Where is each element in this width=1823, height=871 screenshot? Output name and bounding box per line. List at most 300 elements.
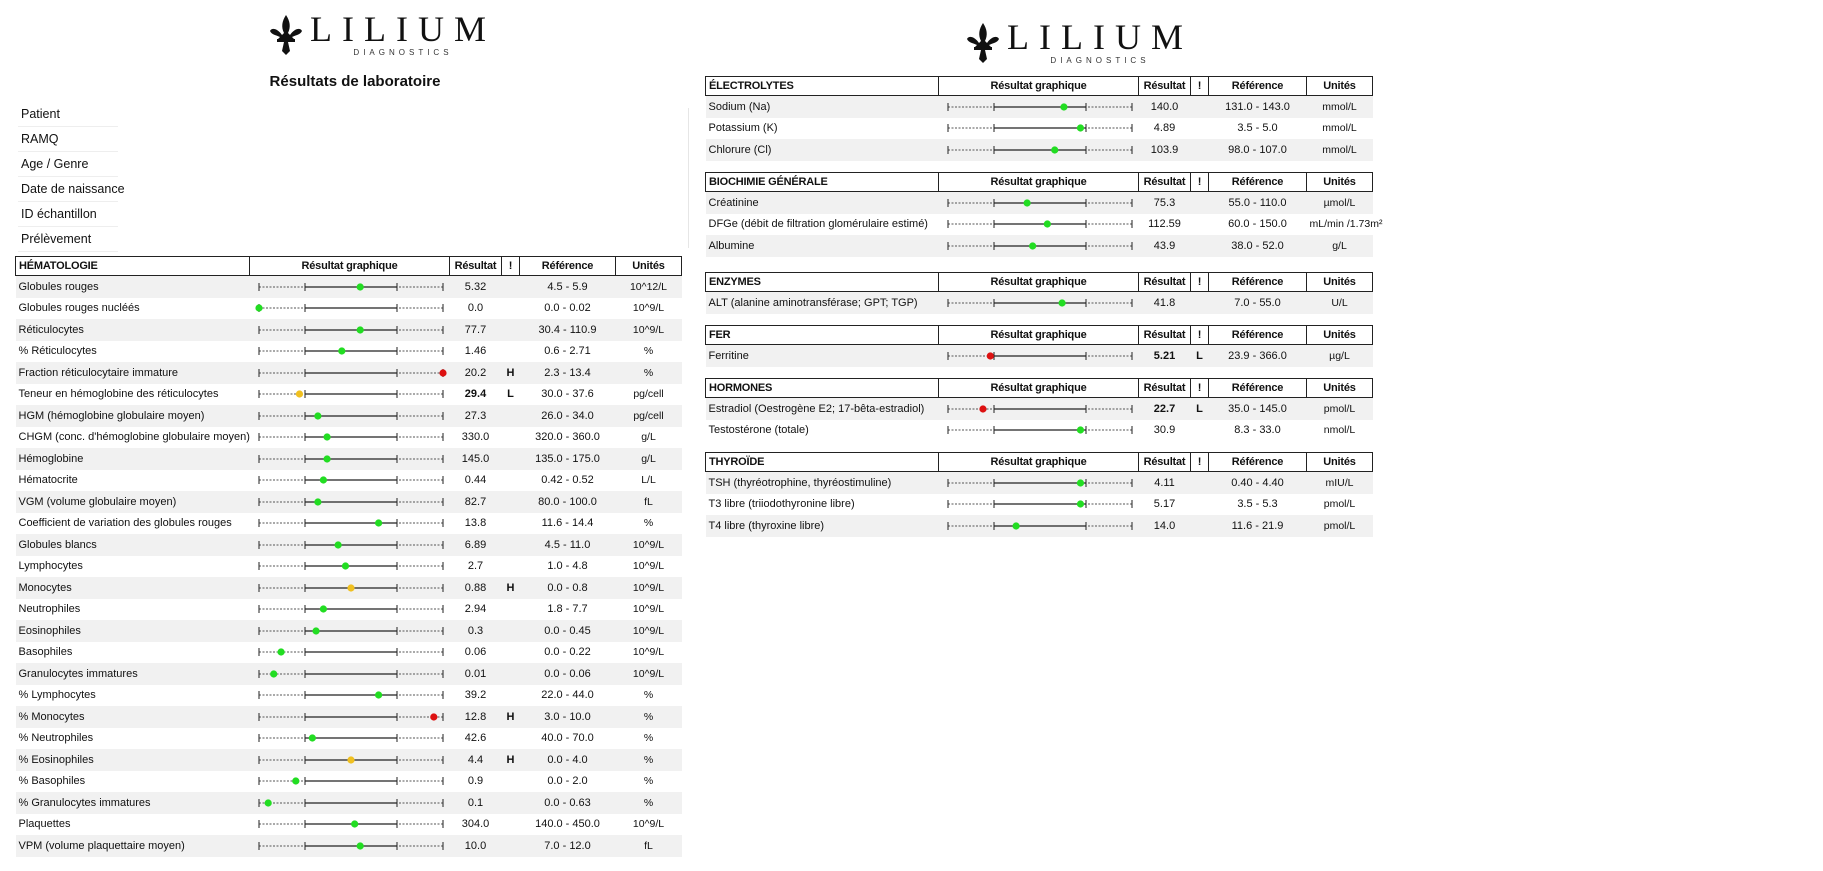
column-units: Unités bbox=[1307, 453, 1373, 472]
reference-range: 135.0 - 175.0 bbox=[520, 448, 616, 470]
gauge-marker-normal bbox=[314, 412, 321, 419]
result-row bbox=[16, 771, 682, 793]
result-row bbox=[706, 214, 1373, 236]
result-flag bbox=[502, 663, 520, 685]
reference-range: 38.0 - 52.0 bbox=[1209, 235, 1307, 257]
gauge-marker-normal bbox=[334, 541, 341, 548]
section-title: ÉLECTROLYTES bbox=[706, 77, 939, 96]
result-unit: 10^9/L bbox=[616, 663, 682, 685]
sample-id-label: ID échantillon bbox=[18, 202, 118, 227]
reference-range: 7.0 - 55.0 bbox=[1209, 292, 1307, 314]
result-value: 43.9 bbox=[1139, 235, 1191, 257]
test-name: Testostérone (totale) bbox=[708, 424, 809, 437]
result-gauge bbox=[253, 470, 449, 490]
graph-cell bbox=[250, 835, 450, 857]
test-name: ALT (alanine aminotransférase; GPT; TGP) bbox=[706, 292, 939, 314]
result-unit: fL bbox=[616, 835, 682, 857]
test-name: Albumine bbox=[706, 235, 939, 257]
result-unit: 10^9/L bbox=[616, 577, 682, 599]
graph-cell bbox=[250, 771, 450, 793]
reference-range: 98.0 - 107.0 bbox=[1209, 139, 1307, 161]
section-title: HÉMATOLOGIE bbox=[16, 257, 250, 276]
gauge-marker-normal bbox=[264, 799, 271, 806]
test-name: Neutrophiles bbox=[18, 603, 81, 616]
result-gauge bbox=[253, 535, 449, 555]
result-flag bbox=[502, 298, 520, 320]
result-gauge bbox=[942, 473, 1138, 493]
result-value: 22.7 bbox=[1139, 398, 1191, 420]
test-name: Plaquettes bbox=[18, 818, 71, 831]
result-unit: 10^12/L bbox=[616, 276, 682, 298]
result-gauge bbox=[253, 685, 449, 705]
result-gauge bbox=[942, 516, 1138, 536]
result-flag bbox=[502, 642, 520, 664]
column-graph: Résultat graphique bbox=[939, 173, 1139, 192]
gauge-marker-normal bbox=[308, 735, 315, 742]
result-row bbox=[706, 139, 1373, 161]
reference-range: 131.0 - 143.0 bbox=[1209, 96, 1307, 118]
section-title: BIOCHIMIE GÉNÉRALE bbox=[706, 173, 939, 192]
graph-cell bbox=[250, 749, 450, 771]
gauge-marker-borderline bbox=[295, 391, 302, 398]
reference-range: 23.9 - 366.0 bbox=[1209, 345, 1307, 367]
result-unit: U/L bbox=[1307, 292, 1373, 314]
result-unit: 10^9/L bbox=[632, 603, 665, 616]
graph-cell bbox=[250, 448, 450, 470]
column-flag: ! bbox=[1191, 173, 1209, 192]
brand-tagline: DIAGNOSTICS bbox=[1050, 56, 1150, 65]
result-row bbox=[706, 494, 1373, 516]
result-gauge bbox=[253, 363, 449, 383]
gauge-marker-borderline bbox=[347, 584, 354, 591]
section-header bbox=[706, 273, 1373, 292]
section-title: FER bbox=[706, 326, 939, 345]
result-value: 4.4 bbox=[450, 749, 502, 771]
result-value: 12.8 bbox=[450, 706, 502, 728]
result-value: 304.0 bbox=[461, 818, 490, 831]
result-row bbox=[706, 96, 1373, 118]
result-flag bbox=[1191, 515, 1209, 537]
section-title: HORMONES bbox=[706, 379, 939, 398]
brand-tagline: DIAGNOSTICS bbox=[353, 48, 453, 57]
result-gauge bbox=[253, 750, 449, 770]
test-name: Hémoglobine bbox=[16, 448, 250, 470]
reference-range: 320.0 - 360.0 bbox=[535, 431, 600, 444]
result-gauge bbox=[253, 793, 449, 813]
result-gauge bbox=[942, 293, 1138, 313]
graph-cell bbox=[250, 534, 450, 556]
result-flag bbox=[1191, 96, 1209, 118]
result-unit: 10^9/L bbox=[616, 534, 682, 556]
column-flag: ! bbox=[1191, 326, 1209, 345]
graph-cell bbox=[939, 398, 1139, 420]
gauge-marker-normal bbox=[356, 326, 363, 333]
reference-range: 0.40 - 4.40 bbox=[1209, 472, 1307, 494]
result-value: 42.6 bbox=[464, 732, 487, 745]
result-flag: H bbox=[502, 577, 520, 599]
gauge-marker-normal bbox=[1076, 125, 1083, 132]
reference-range: 7.0 - 12.0 bbox=[520, 835, 616, 857]
result-row bbox=[16, 276, 682, 298]
gauge-marker-borderline bbox=[347, 756, 354, 763]
result-value: 14.0 bbox=[1139, 515, 1191, 537]
result-unit: pg/cell bbox=[633, 388, 664, 401]
result-gauge bbox=[253, 513, 449, 533]
test-name: TSH (thyréotrophine, thyréostimuline) bbox=[706, 472, 939, 494]
test-name: T4 libre (thyroxine libre) bbox=[706, 515, 939, 537]
graph-cell bbox=[250, 427, 450, 449]
result-flag: H bbox=[502, 362, 520, 384]
result-flag bbox=[1191, 292, 1209, 314]
patient-info bbox=[18, 102, 125, 252]
section-hormones bbox=[705, 378, 1373, 441]
gauge-marker-normal bbox=[1060, 103, 1067, 110]
result-flag bbox=[502, 319, 520, 341]
result-value: 4.11 bbox=[1139, 472, 1191, 494]
gauge-marker-normal bbox=[1076, 479, 1083, 486]
gauge-marker-normal bbox=[1076, 427, 1083, 434]
result-flag bbox=[1191, 235, 1209, 257]
test-name: CHGM (conc. d'hémoglobine globulaire moyen) bbox=[18, 431, 250, 444]
column-result: Résultat bbox=[1139, 77, 1191, 96]
fleur-de-lis-icon bbox=[965, 21, 1001, 65]
result-row bbox=[16, 384, 682, 406]
column-units: Unités bbox=[1307, 77, 1373, 96]
brand-name: LILIUM bbox=[1007, 17, 1193, 57]
section-hematologie bbox=[15, 256, 682, 857]
result-row bbox=[706, 472, 1373, 494]
result-gauge bbox=[253, 427, 449, 447]
gauge-marker-normal bbox=[356, 283, 363, 290]
result-gauge bbox=[253, 384, 449, 404]
column-units: Unités bbox=[1307, 379, 1373, 398]
graph-cell bbox=[250, 470, 450, 492]
result-unit: pmol/L bbox=[1307, 515, 1373, 537]
result-unit: 10^9/L bbox=[632, 560, 665, 573]
column-result: Résultat bbox=[1139, 173, 1191, 192]
result-flag bbox=[1191, 118, 1209, 140]
gauge-marker-normal bbox=[1043, 221, 1050, 228]
result-row bbox=[16, 319, 682, 341]
result-value: 41.8 bbox=[1139, 292, 1191, 314]
result-value: 39.2 bbox=[464, 689, 487, 702]
gauge-marker-normal bbox=[255, 305, 262, 312]
test-name: % Monocytes bbox=[16, 706, 250, 728]
section-header bbox=[706, 77, 1373, 96]
test-name: Globules rouges nucléés bbox=[18, 302, 140, 315]
result-unit: % bbox=[616, 706, 682, 728]
result-value: 0.1 bbox=[450, 792, 502, 814]
result-row bbox=[706, 192, 1373, 214]
gauge-marker-normal bbox=[314, 498, 321, 505]
result-value: 103.9 bbox=[1139, 139, 1191, 161]
test-name: Teneur en hémoglobine des réticulocytes bbox=[18, 388, 219, 401]
gauge-marker-normal bbox=[375, 520, 382, 527]
gauge-marker-abnormal bbox=[430, 713, 437, 720]
reference-range: 30.4 - 110.9 bbox=[520, 319, 616, 341]
column-flag: ! bbox=[1191, 379, 1209, 398]
reference-range: 3.0 - 10.0 bbox=[520, 706, 616, 728]
result-gauge bbox=[942, 420, 1138, 440]
gauge-marker-normal bbox=[1029, 242, 1036, 249]
section-title: THYROÏDE bbox=[706, 453, 939, 472]
result-row bbox=[16, 341, 682, 363]
reference-range: 3.5 - 5.0 bbox=[1237, 122, 1278, 135]
gauge-marker-normal bbox=[323, 434, 330, 441]
result-unit: 10^9/L bbox=[616, 319, 682, 341]
section-electrolytes bbox=[705, 76, 1373, 161]
result-row bbox=[16, 814, 682, 836]
gauge-marker-normal bbox=[1051, 146, 1058, 153]
column-units: Unités bbox=[1307, 173, 1373, 192]
reference-range: 4.5 - 5.9 bbox=[520, 276, 616, 298]
result-gauge bbox=[942, 236, 1138, 256]
graph-cell bbox=[250, 620, 450, 642]
reference-range: 40.0 - 70.0 bbox=[541, 732, 594, 745]
reference-range: 0.0 - 2.0 bbox=[547, 775, 588, 788]
result-unit: µg/L bbox=[1307, 345, 1373, 367]
gauge-marker-normal bbox=[323, 455, 330, 462]
section-thyroide bbox=[705, 452, 1373, 537]
result-unit: mmol/L bbox=[1307, 139, 1373, 161]
result-gauge bbox=[253, 492, 449, 512]
result-row bbox=[16, 792, 682, 814]
column-units: Unités bbox=[1307, 326, 1373, 345]
result-flag bbox=[502, 728, 520, 750]
result-unit: mL/min /1.73m² bbox=[1309, 218, 1383, 231]
graph-cell bbox=[939, 494, 1139, 516]
graph-cell bbox=[250, 599, 450, 621]
graph-cell bbox=[250, 728, 450, 750]
result-row bbox=[16, 749, 682, 771]
test-name: VGM (volume globulaire moyen) bbox=[16, 491, 250, 513]
result-unit: % bbox=[643, 775, 654, 788]
reference-range: 0.6 - 2.71 bbox=[544, 345, 591, 358]
reference-range: 4.5 - 11.0 bbox=[520, 534, 616, 556]
column-reference: Référence bbox=[520, 257, 616, 276]
reference-range: 60.0 - 150.0 bbox=[1228, 218, 1287, 231]
test-name: Monocytes bbox=[16, 577, 250, 599]
gauge-marker-normal bbox=[351, 821, 358, 828]
section-biochimie bbox=[705, 172, 1383, 257]
birthdate-label: Date de naissance bbox=[18, 177, 118, 202]
gauge-marker-normal bbox=[292, 778, 299, 785]
section-fer bbox=[705, 325, 1373, 367]
test-name: Basophiles bbox=[18, 646, 73, 659]
result-row bbox=[706, 345, 1373, 367]
reference-range: 0.0 - 0.45 bbox=[520, 620, 616, 642]
result-gauge bbox=[253, 320, 449, 340]
result-row bbox=[16, 427, 682, 449]
result-flag: H bbox=[502, 749, 520, 771]
result-row bbox=[706, 235, 1373, 257]
graph-cell bbox=[250, 642, 450, 664]
result-unit: mIU/L bbox=[1307, 472, 1373, 494]
graph-cell bbox=[939, 192, 1139, 214]
result-row bbox=[706, 515, 1373, 537]
graph-cell bbox=[939, 118, 1139, 140]
section-title: ENZYMES bbox=[706, 273, 939, 292]
result-gauge bbox=[253, 728, 449, 748]
test-name: Ferritine bbox=[706, 345, 939, 367]
column-result: Résultat bbox=[1139, 453, 1191, 472]
result-value: 0.9 bbox=[467, 775, 484, 788]
result-row bbox=[16, 470, 682, 492]
graph-cell bbox=[250, 384, 450, 406]
result-unit: 10^9/L bbox=[632, 302, 665, 315]
result-unit: % bbox=[616, 792, 682, 814]
ramq-label: RAMQ bbox=[18, 127, 118, 152]
result-value: 13.8 bbox=[464, 517, 487, 530]
section-header bbox=[706, 173, 1373, 192]
result-flag bbox=[502, 513, 520, 535]
result-value: 0.0 bbox=[467, 302, 484, 315]
graph-cell bbox=[250, 341, 450, 363]
test-name: Réticulocytes bbox=[16, 319, 250, 341]
result-value: 1.46 bbox=[464, 345, 487, 358]
result-value: 6.89 bbox=[450, 534, 502, 556]
reference-range: 1.0 - 4.8 bbox=[547, 560, 588, 573]
result-unit: 10^9/L bbox=[616, 620, 682, 642]
gauge-marker-normal bbox=[319, 606, 326, 613]
graph-cell bbox=[939, 139, 1139, 161]
result-gauge bbox=[942, 97, 1138, 117]
column-result: Résultat bbox=[450, 257, 502, 276]
test-name: % Basophiles bbox=[18, 775, 86, 788]
result-flag bbox=[502, 427, 520, 449]
column-flag: ! bbox=[1191, 273, 1209, 292]
result-flag bbox=[502, 470, 520, 492]
reference-range: 30.0 - 37.6 bbox=[541, 388, 594, 401]
result-value: 0.88 bbox=[450, 577, 502, 599]
result-flag: L bbox=[1191, 345, 1209, 367]
test-name: % Réticulocytes bbox=[18, 345, 97, 358]
reference-range: 0.0 - 0.8 bbox=[520, 577, 616, 599]
patient-label: Patient bbox=[18, 102, 118, 127]
graph-cell bbox=[250, 513, 450, 535]
result-row bbox=[16, 556, 682, 578]
graph-cell bbox=[250, 491, 450, 513]
result-flag bbox=[502, 792, 520, 814]
result-unit: g/L bbox=[1307, 235, 1373, 257]
graph-cell bbox=[250, 276, 450, 298]
test-name: Globules rouges bbox=[16, 276, 250, 298]
test-name: Coefficient de variation des globules rouges bbox=[18, 517, 232, 530]
result-unit: fL bbox=[616, 491, 682, 513]
test-name: % Lymphocytes bbox=[18, 689, 96, 702]
column-reference: Référence bbox=[1209, 273, 1307, 292]
result-unit: 10^9/L bbox=[632, 818, 665, 831]
section-header bbox=[706, 379, 1373, 398]
result-gauge bbox=[253, 449, 449, 469]
result-flag: L bbox=[1191, 398, 1209, 420]
result-value: 30.9 bbox=[1153, 424, 1176, 437]
result-unit: L/L bbox=[641, 474, 656, 487]
test-name: % Neutrophiles bbox=[18, 732, 94, 745]
result-row bbox=[16, 298, 682, 320]
gauge-marker-abnormal bbox=[986, 352, 993, 359]
reference-range: 55.0 - 110.0 bbox=[1209, 192, 1307, 214]
column-reference: Référence bbox=[1209, 173, 1307, 192]
test-name: HGM (hémoglobine globulaire moyen) bbox=[16, 405, 250, 427]
test-name: % Eosinophiles bbox=[16, 749, 250, 771]
graph-cell bbox=[250, 298, 450, 320]
result-value: 29.4 bbox=[464, 388, 487, 401]
lilium-logo bbox=[965, 17, 1193, 65]
result-value: 77.7 bbox=[450, 319, 502, 341]
gauge-marker-normal bbox=[341, 563, 348, 570]
result-unit: 10^9/L bbox=[632, 646, 665, 659]
column-result: Résultat bbox=[1139, 273, 1191, 292]
gauge-marker-abnormal bbox=[439, 369, 446, 376]
result-flag bbox=[502, 599, 520, 621]
result-row bbox=[16, 642, 682, 664]
test-name: Estradiol (Oestrogène E2; 17-bêta-estradiol) bbox=[706, 398, 939, 420]
test-name: Globules blancs bbox=[16, 534, 250, 556]
result-row bbox=[706, 420, 1373, 442]
result-row bbox=[16, 362, 682, 384]
column-flag: ! bbox=[1191, 77, 1209, 96]
result-flag bbox=[1191, 494, 1209, 516]
result-gauge bbox=[942, 118, 1138, 138]
reference-range: 26.0 - 34.0 bbox=[520, 405, 616, 427]
result-value: 2.7 bbox=[467, 560, 484, 573]
result-value: 0.3 bbox=[450, 620, 502, 642]
result-gauge bbox=[942, 140, 1138, 160]
result-unit: % bbox=[643, 689, 654, 702]
result-value: 20.2 bbox=[450, 362, 502, 384]
test-name: T3 libre (triiodothyronine libre) bbox=[708, 498, 855, 511]
result-flag bbox=[1191, 472, 1209, 494]
result-unit: % bbox=[643, 345, 654, 358]
test-name: Potassium (K) bbox=[708, 122, 778, 135]
gauge-marker-normal bbox=[1058, 299, 1065, 306]
column-reference: Référence bbox=[1209, 77, 1307, 96]
result-value: 27.3 bbox=[450, 405, 502, 427]
column-graph: Résultat graphique bbox=[939, 326, 1139, 345]
reference-range: 1.8 - 7.7 bbox=[547, 603, 588, 616]
result-value: 75.3 bbox=[1139, 192, 1191, 214]
graph-cell bbox=[250, 577, 450, 599]
result-gauge bbox=[253, 298, 449, 318]
result-gauge bbox=[253, 556, 449, 576]
lilium-logo bbox=[268, 9, 496, 57]
result-value: 330.0 bbox=[461, 431, 490, 444]
gauge-marker-normal bbox=[1012, 522, 1019, 529]
result-flag bbox=[502, 534, 520, 556]
result-flag: H bbox=[502, 706, 520, 728]
result-gauge bbox=[253, 814, 449, 834]
result-gauge bbox=[942, 193, 1138, 213]
gauge-marker-normal bbox=[1076, 501, 1083, 508]
result-flag bbox=[1191, 139, 1209, 161]
test-name: Fraction réticulocytaire immature bbox=[16, 362, 250, 384]
column-reference: Référence bbox=[1209, 379, 1307, 398]
result-row bbox=[16, 620, 682, 642]
graph-cell bbox=[250, 792, 450, 814]
reference-range: 8.3 - 33.0 bbox=[1234, 424, 1281, 437]
graph-cell bbox=[939, 345, 1139, 367]
gauge-marker-normal bbox=[338, 348, 345, 355]
result-value: 145.0 bbox=[450, 448, 502, 470]
result-row bbox=[16, 491, 682, 513]
column-graph: Résultat graphique bbox=[939, 273, 1139, 292]
reference-range: 35.0 - 145.0 bbox=[1209, 398, 1307, 420]
reference-range: 11.6 - 21.9 bbox=[1209, 515, 1307, 537]
result-flag bbox=[502, 620, 520, 642]
gauge-marker-normal bbox=[312, 627, 319, 634]
section-header bbox=[706, 453, 1373, 472]
